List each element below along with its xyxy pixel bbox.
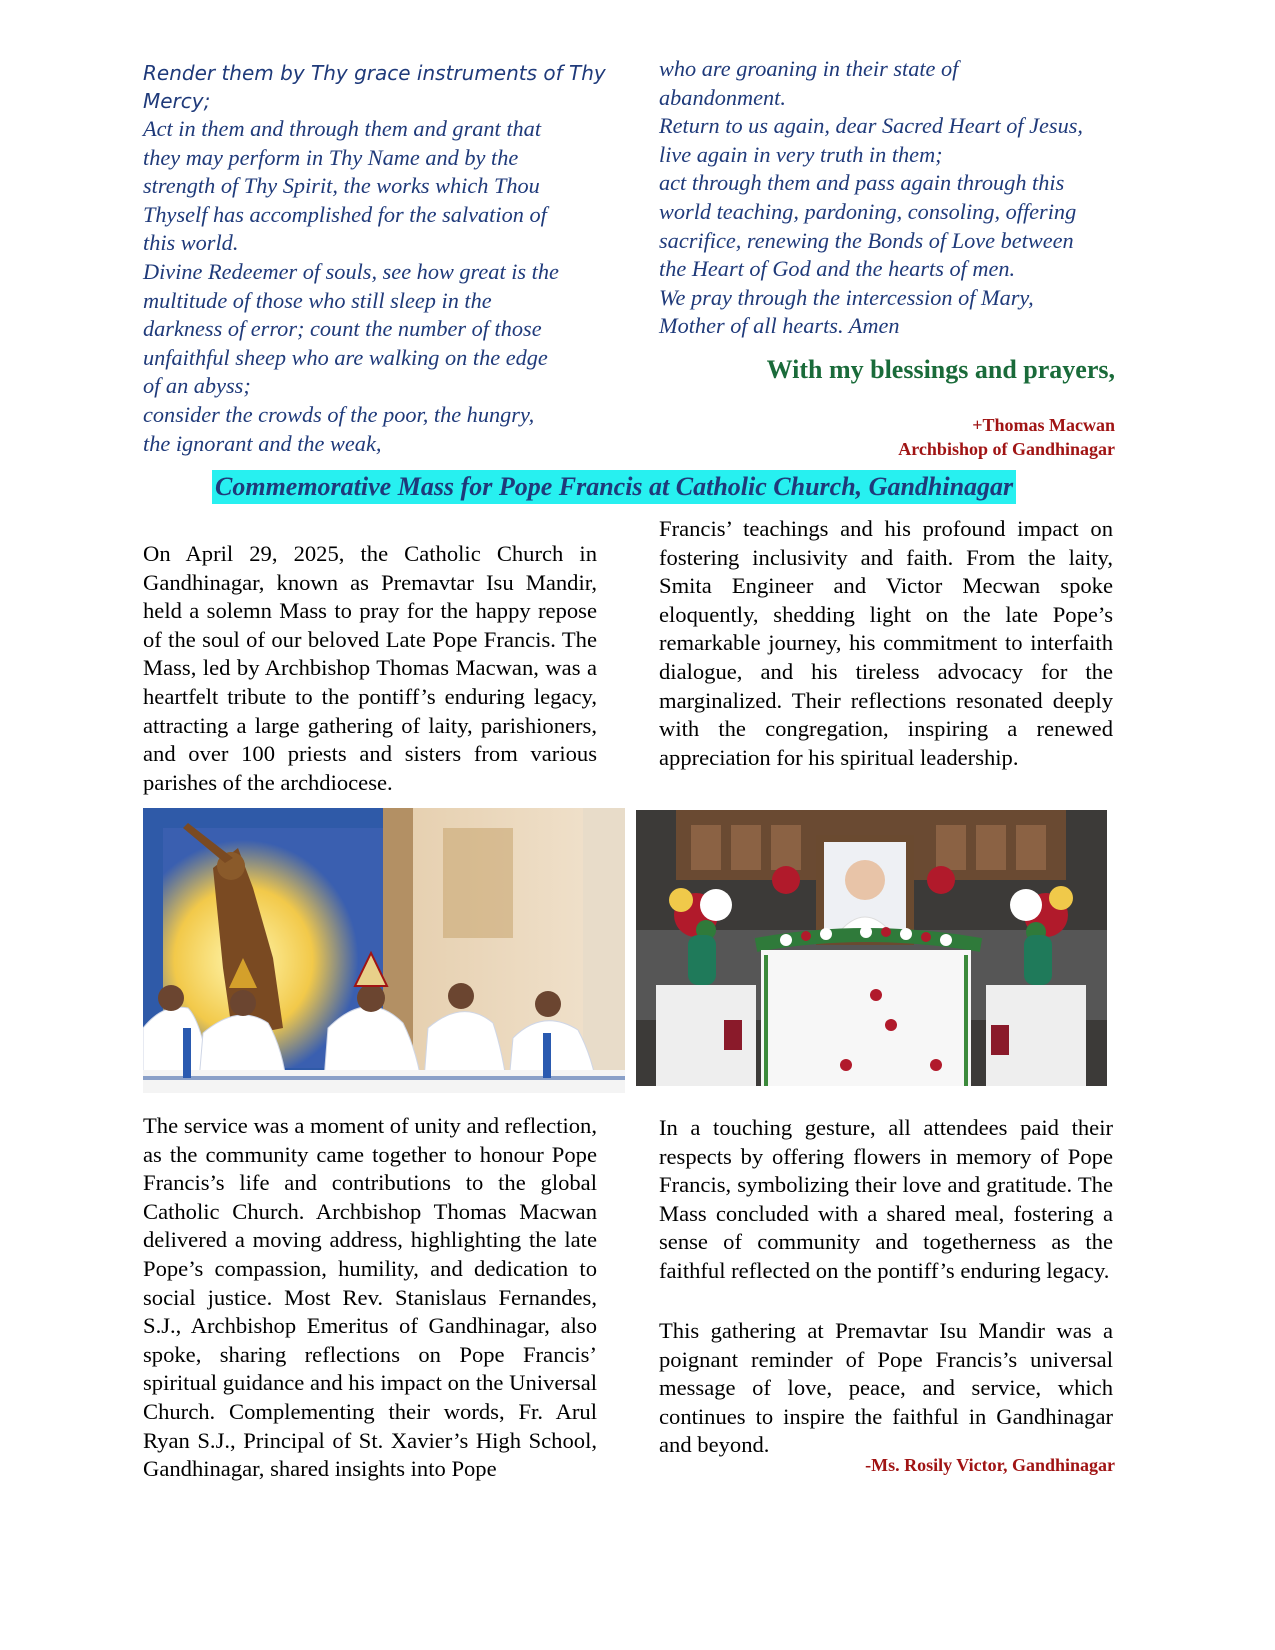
prayer-right-column xyxy=(659,55,1129,341)
prayer-line: Act in them and through them and grant that xyxy=(143,116,542,141)
prayer-line: they may perform in Thy Name and by the xyxy=(143,144,519,170)
prayer-line: act through them and pass again through this xyxy=(659,170,1065,196)
prayer-line: abandonment. xyxy=(659,84,786,110)
pope-memorial-altar-photo xyxy=(636,810,1107,1086)
prayer-line: unfaithful sheep who are walking on the edge xyxy=(143,344,548,370)
prayer-line: the Heart of God and the hearts of men. xyxy=(659,256,1016,282)
prayer-line: sacrifice, renewing the Bonds of Love between xyxy=(659,227,1074,253)
prayer-right-lines xyxy=(659,55,1129,341)
prayer-line: multitude of those who still sleep in the xyxy=(143,287,492,313)
prayer-line: We pray through the intercession of Mary, xyxy=(659,284,1034,310)
mass-celebrants-photo xyxy=(143,808,625,1093)
prayer-line: Thyself has accomplished for the salvation of xyxy=(143,201,547,227)
paragraph-flower-offering: In a touching gesture, all attendees paid their respects by offering flowers in memory of Pope Francis, symbolizing their love and gratitude. The Mass concluded with a shared meal, fostering a sense of community and togetherness as the faithful reflected on the pontiff’s enduring legacy. xyxy=(659,1115,1113,1283)
paragraph-intro: On April 29, 2025, the Catholic Church in Gandhinagar, known as Premavtar Isu Mandir, held a solemn Mass to pray for the happy repose of the soul of our beloved Late Pope Francis. The Mass, led by Archbishop Thomas Macwan, was a heartfelt tribute to the pontiff’s enduring legacy, attracting a large gathering of laity, parishioners, and over 100 priests and sisters from various parishes of the archdiocese. xyxy=(143,541,597,795)
prayer-line: Mercy; xyxy=(143,89,211,113)
prayer-line: darkness of error; count the number of those xyxy=(143,316,542,342)
prayer-line: Mother of all hearts. Amen xyxy=(659,313,900,339)
prayer-left-lines xyxy=(143,115,613,458)
prayer-line: who are groaning in their state of xyxy=(659,56,959,81)
prayer-line: world teaching, pardoning, consoling, offering xyxy=(659,198,1077,224)
author-credit: -Ms. Rosily Victor, Gandhinagar xyxy=(865,1455,1115,1475)
prayer-line: consider the crowds of the poor, the hungry, xyxy=(143,401,535,427)
prayer-line: the ignorant and the weak, xyxy=(143,430,382,456)
paragraph-laity-speakers: Francis’ teachings and his profound impact on fostering inclusivity and faith. From the laity, Smita Engineer and Victor Mecwan spoke eloquently, shedding light on the late Pope’s remarkable journey, his commitment to interfaith dialogue, and his tireless advocacy for the marginalized. Their reflections resonated deeply with the congregation, inspiring a renewed appreciation for his spiritual leadership. xyxy=(659,516,1113,770)
paragraph-service-reflection: The service was a moment of unity and reflection, as the community came together to honour Pope Francis’s life and contributions to the global Catholic Church. Archbishop Thomas Macwan delivered a moving address, highlighting the late Pope’s compassion, humility, and dedication to social justice. Most Rev. Stanislaus Fernandes, S.J., Archbishop Emeritus of Gandhinagar, also spoke, sharing reflections on Pope Francis’ spiritual guidance and his impact on the Universal Church. Complementing their words, Fr. Arul Ryan S.J., Principal of St. Xavier’s High School, Gandhinagar, shared insights into Pope xyxy=(143,1113,597,1482)
prayer-line: of an abyss; xyxy=(143,373,251,399)
paragraph-closing-reminder: This gathering at Premavtar Isu Mandir was a poignant reminder of Pope Francis’s universal message of love, peace, and service, which continues to inspire the faithful in Gandhinagar and beyond. xyxy=(659,1318,1113,1458)
prayer-line: Divine Redeemer of souls, see how great is the xyxy=(143,258,559,284)
signature-name: +Thomas Macwan xyxy=(972,415,1115,435)
prayer-line: strength of Thy Spirit, the works which Thou xyxy=(143,173,540,199)
prayer-line: live again in very truth in them; xyxy=(659,141,943,167)
signature-title: Archbishop of Gandhinagar xyxy=(898,439,1115,459)
blessing-line: With my blessings and prayers, xyxy=(766,355,1115,384)
prayer-left-column xyxy=(143,58,613,458)
article-headline: Commemorative Mass for Pope Francis at Catholic Church, Gandhinagar xyxy=(212,470,1016,504)
prayer-line: Render them by Thy grace instruments of Thy xyxy=(143,61,606,85)
prayer-line: this world. xyxy=(143,230,239,256)
prayer-line: Return to us again, dear Sacred Heart of Jesus, xyxy=(659,113,1083,139)
